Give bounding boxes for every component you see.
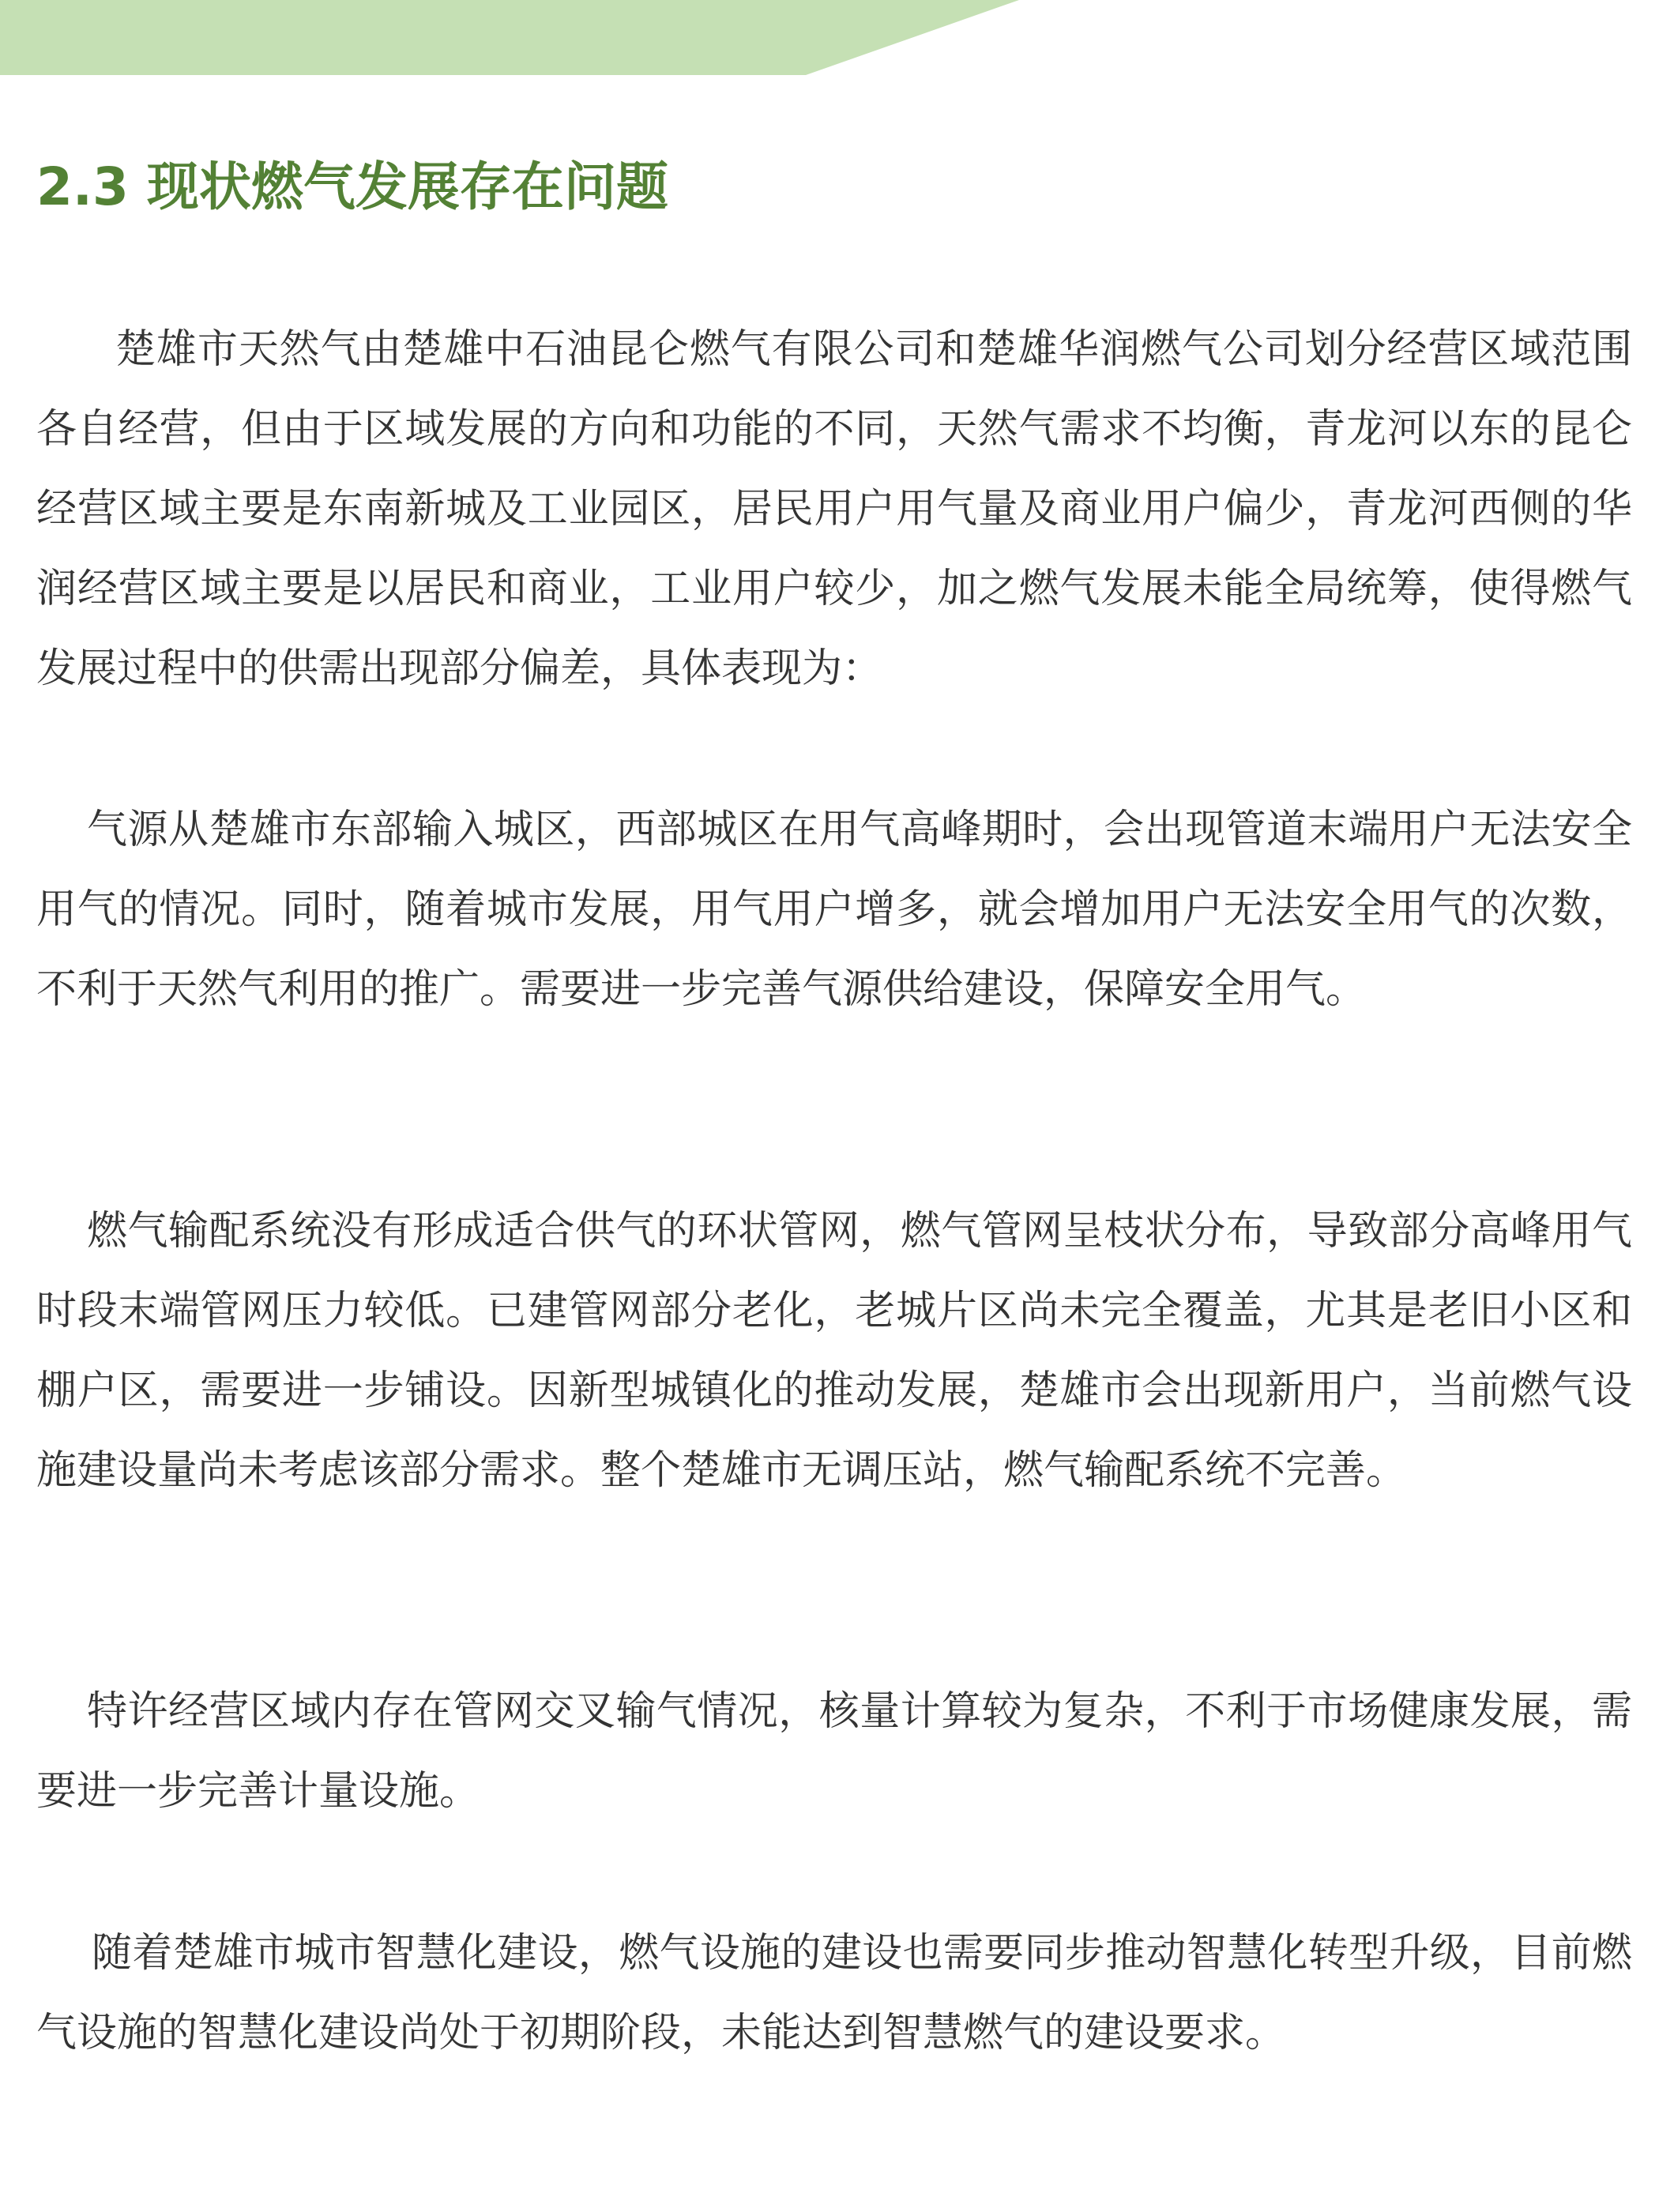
- paragraph-intro: 楚雄市天然气由楚雄中石油昆仑燃气有限公司和楚雄华润燃气公司划分经营区域范围各自经营，但由于区域发展的方向和功能的不同，天然气需求不均衡，青龙河以东的昆仑经营区域主要是东南新城及工业园区，居民用户用气量及商业用户偏少，青龙河西侧的华润经营区域主要是以居民和商业，工业用户较少，加之燃气发展未能全局统筹，使得燃气发展过程中的供需出现部分偏差，具体表现为：: [36, 326, 1632, 692]
- header-band-shape: [0, 0, 1019, 75]
- paragraph-smart-construction: 随着楚雄市城市智慧化建设，燃气设施的建设也需要同步推动智慧化转型升级，目前燃气设施的智慧化建设尚处于初期阶段，未能达到智慧燃气的建设要求。: [36, 1930, 1632, 2056]
- section-title: 2.3 现状燃气发展存在问题: [36, 156, 668, 217]
- paragraph-gas-source: 气源从楚雄市东部输入城区，西部城区在用气高峰期时，会出现管道末端用户无法安全用气的情况。同时，随着城市发展，用气用户增多，就会增加用户无法安全用气的次数，不利于天然气利用的推广。需要进一步完善气源供给建设，保障安全用气。: [36, 807, 1632, 1013]
- paragraph-distribution-system: 燃气输配系统没有形成适合供气的环状管网，燃气管网呈枝状分布，导致部分高峰用气时段末端管网压力较低。已建管网部分老化，老城片区尚未完全覆盖，尤其是老旧小区和棚户区，需要进一步铺设。因新型城镇化的推动发展，楚雄市会出现新用户，当前燃气设施建设量尚未考虑该部分需求。整个楚雄市无调压站，燃气输配系统不完善。: [36, 1208, 1632, 1494]
- paragraph-metering: 特许经营区域内存在管网交叉输气情况，核量计算较为复杂，不利于市场健康发展，需要进一步完善计量设施。: [36, 1688, 1632, 1815]
- decorative-header-band: [0, 0, 1659, 79]
